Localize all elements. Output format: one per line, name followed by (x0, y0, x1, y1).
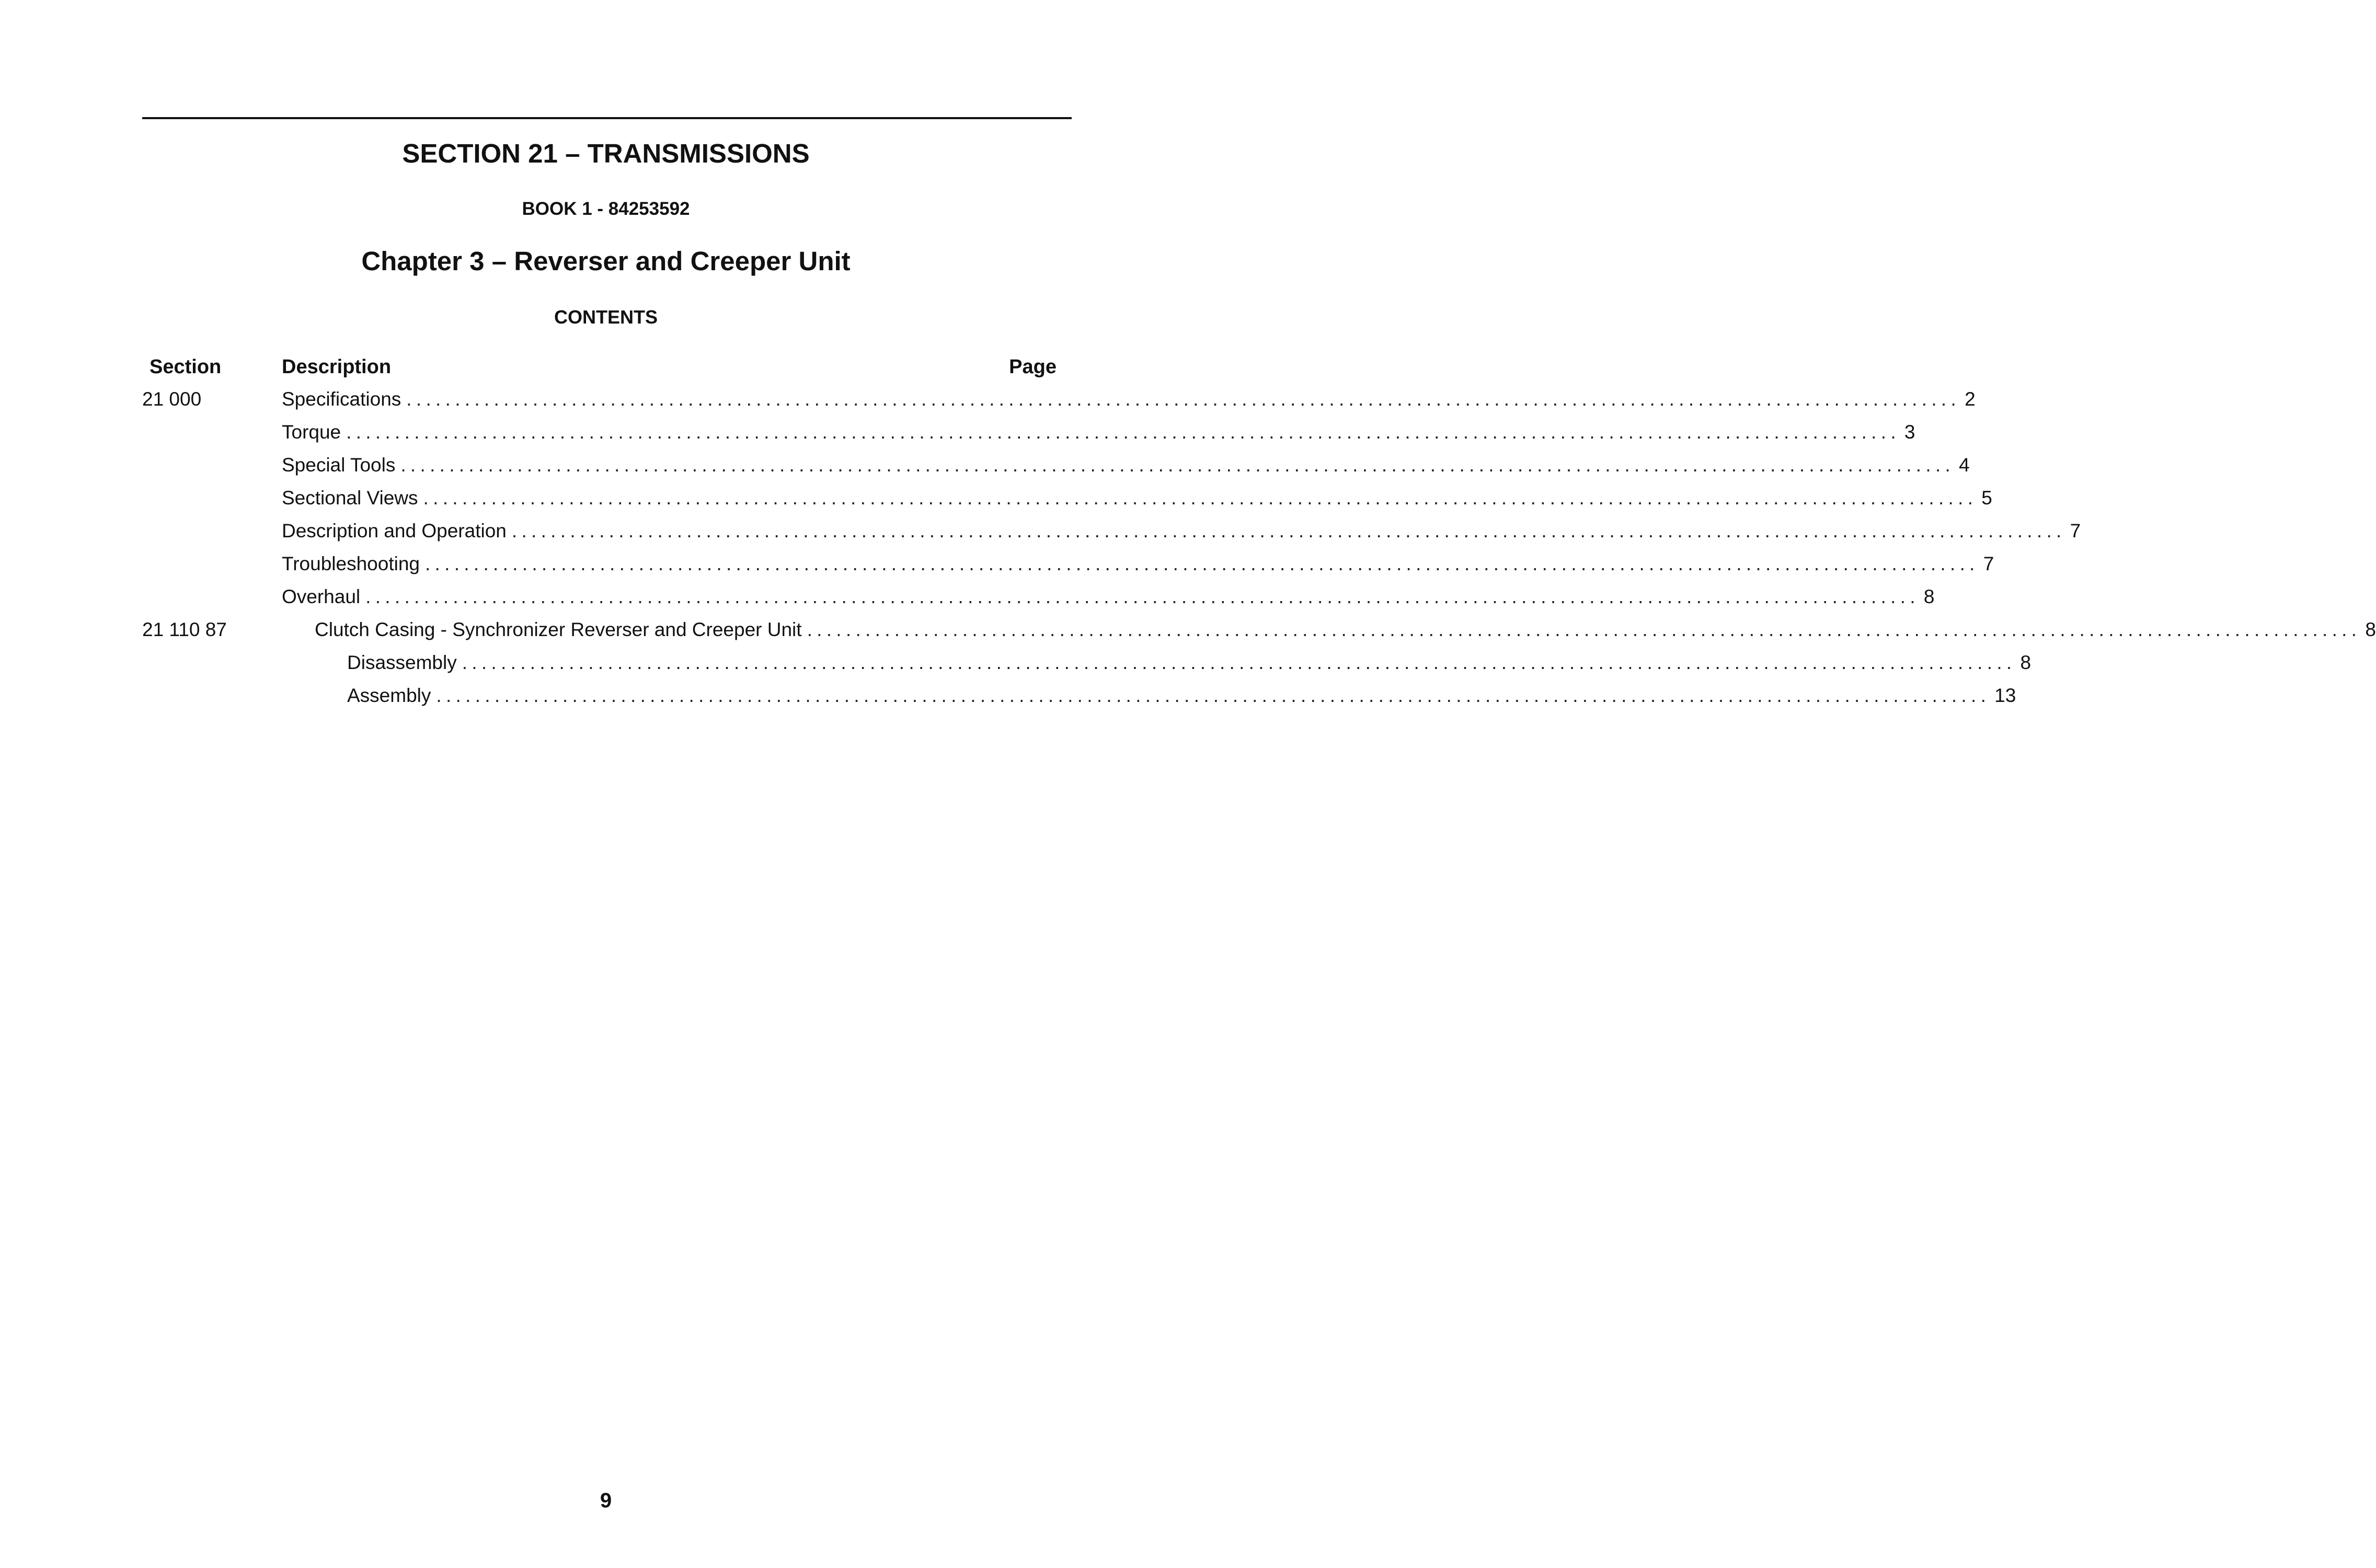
toc-entry-title: Assembly (347, 685, 431, 706)
toc-entry-title: Description and Operation (282, 520, 507, 541)
column-header-page: Page (1009, 356, 1057, 378)
dot-leader: ................................................................................................................................................................ (462, 652, 2016, 673)
toc-entry-page: 7 (1983, 553, 1994, 574)
toc-entry (347, 683, 2016, 708)
toc-entry-page: 8 (1923, 586, 1935, 607)
dot-leader: ................................................................................................................................................................ (346, 421, 1900, 443)
toc-row (142, 453, 1970, 478)
toc-row (142, 551, 1994, 577)
toc-entry-title: Torque (282, 421, 341, 443)
column-header-description: Description (282, 356, 392, 378)
toc-entry-page: 2 (1965, 388, 1976, 410)
toc-entry-page: 4 (1959, 454, 1970, 476)
toc-entry-title: Disassembly (347, 652, 457, 673)
toc-entry-title: Clutch Casing - Synchronizer Reverser and Creeper Unit (315, 619, 802, 640)
toc-entry-title: Specifications (282, 388, 401, 410)
dot-leader: ................................................................................................................................................................ (511, 520, 2066, 541)
toc-row (142, 683, 2016, 708)
toc-row (142, 420, 1915, 445)
toc-entry (315, 617, 2376, 642)
toc-row (142, 584, 1935, 609)
toc-entry (282, 420, 1915, 445)
contents-heading: CONTENTS (554, 306, 658, 328)
toc-section-code: 21 000 (142, 388, 202, 410)
top-rule (142, 117, 1072, 119)
toc-entry-page: 3 (1904, 421, 1915, 443)
toc-entry (282, 387, 1976, 412)
toc-row (142, 617, 2376, 642)
toc-entry-title: Overhaul (282, 586, 361, 607)
toc-entry-page: 5 (1981, 487, 1992, 509)
dot-leader: ................................................................................................................................................................ (424, 553, 1979, 574)
dot-leader: ................................................................................................................................................................ (400, 454, 1955, 476)
toc-entry-title: Troubleshooting (282, 553, 420, 574)
toc-entry (282, 453, 1970, 478)
toc-row (142, 387, 1976, 412)
toc-entry-page: 8 (2365, 619, 2376, 640)
book-number: BOOK 1 - 84253592 (522, 199, 690, 219)
dot-leader: ................................................................................................................................................................ (365, 586, 1920, 607)
toc-entry (282, 584, 1935, 609)
dot-leader: ................................................................................................................................................................ (406, 388, 1961, 410)
section-title: SECTION 21 – TRANSMISSIONS (402, 139, 810, 168)
toc-entry-title: Sectional Views (282, 487, 418, 509)
toc-entry (282, 551, 1994, 577)
toc-row (142, 518, 2081, 544)
toc-entry (347, 650, 2031, 675)
toc-section-code: 21 110 87 (142, 619, 227, 640)
dot-leader: ................................................................................................................................................................ (807, 619, 2361, 640)
toc-entry (282, 486, 1992, 511)
dot-leader: ................................................................................................................................................................ (436, 685, 1991, 706)
chapter-title: Chapter 3 – Reverser and Creeper Unit (361, 246, 851, 276)
toc-entry-page: 7 (2070, 520, 2081, 541)
toc-entry-page: 8 (2020, 652, 2031, 673)
toc-row (142, 486, 1992, 511)
dot-leader: ................................................................................................................................................................ (423, 487, 1978, 509)
page-number: 9 (600, 1489, 612, 1512)
toc-entry-title: Special Tools (282, 454, 396, 476)
column-header-section: Section (150, 356, 222, 378)
toc-entry-page: 13 (1994, 685, 2016, 706)
toc-entry (282, 518, 2081, 544)
toc-row (142, 650, 2031, 675)
